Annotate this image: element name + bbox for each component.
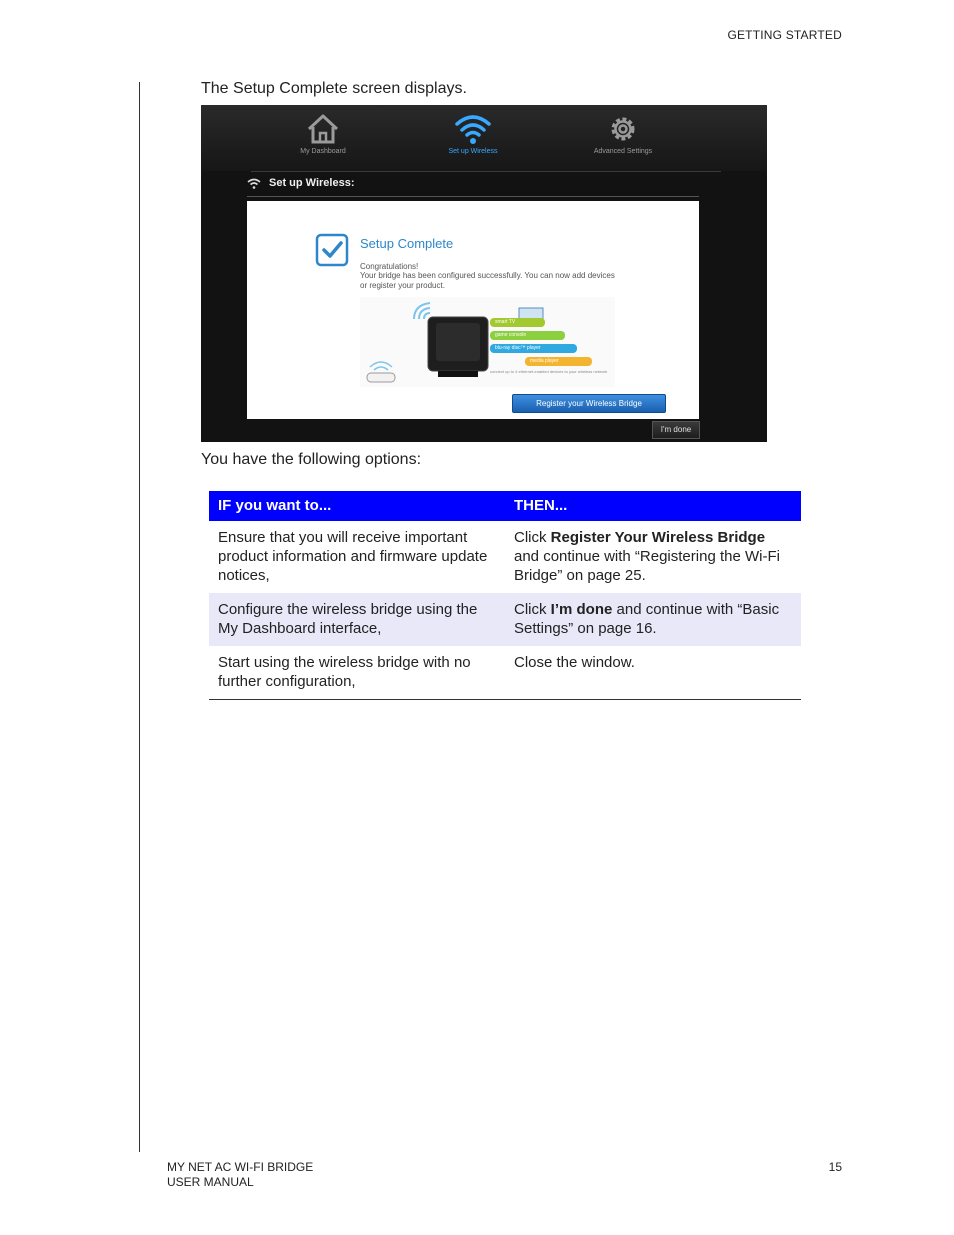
options-table <box>209 491 801 700</box>
table-cell-condition: Ensure that you will receive important product information and firmware update notices, <box>218 529 488 584</box>
nav-item-my-dashboard[interactable] <box>263 113 383 155</box>
header-section-label: GETTING STARTED <box>727 28 842 42</box>
margin-rule <box>139 82 140 1152</box>
table-cell-action <box>505 521 801 593</box>
nav-label-advanced-settings: Advanced Settings <box>593 148 653 155</box>
illus-tag-smart-tv: smart TV <box>490 318 545 327</box>
table-cell-condition: Configure the wireless bridge using the My Dashboard interface, <box>209 593 505 646</box>
nav-band <box>201 105 767 171</box>
illus-tag-media-player: media player <box>525 357 592 366</box>
section-title <box>247 177 354 189</box>
illustration-caption: connect up to 4 ethernet-enabled devices to your wireless network <box>490 369 608 374</box>
nav-item-set-up-wireless[interactable] <box>413 113 533 155</box>
nav-label-set-up-wireless: Set up Wireless <box>448 148 498 155</box>
setup-complete-title: Setup Complete <box>360 236 454 251</box>
home-icon <box>305 113 341 145</box>
action-suffix: and continue with “Registering the Wi-Fi Bridge” on page 25. <box>514 548 780 584</box>
action-bold: I’m done <box>550 601 613 618</box>
table-cell-action <box>505 646 801 700</box>
table-cell-condition: Start using the wireless bridge with no further configuration, <box>209 646 505 700</box>
im-done-button[interactable]: I'm done <box>652 421 700 439</box>
checkmark-icon <box>315 233 349 267</box>
devices-illustration <box>360 297 615 387</box>
router-icon <box>364 357 398 385</box>
congrats-text: Congratulations! <box>360 262 419 271</box>
footer-line-1: MY NET AC WI-FI BRIDGE <box>167 1160 314 1174</box>
setup-complete-screenshot <box>201 105 767 442</box>
options-intro-text: You have the following options: <box>201 451 422 468</box>
intro-text: The Setup Complete screen displays. <box>201 80 467 97</box>
setup-panel <box>247 201 699 419</box>
table-header-then: THEN... <box>505 491 801 521</box>
gear-icon <box>606 113 640 145</box>
nav-item-advanced-settings[interactable] <box>563 113 683 155</box>
section-title-text: Set up Wireless: <box>269 177 355 189</box>
section-rule <box>247 196 699 197</box>
footer-line-2: USER MANUAL <box>167 1175 254 1189</box>
action-suffix: and continue with “Basic Settings” on page 16. <box>514 601 780 637</box>
illus-tag-blu-ray-player: blu-ray disc™ player <box>490 344 577 353</box>
register-wireless-bridge-button[interactable]: Register your Wireless Bridge <box>512 394 666 413</box>
bridge-device-icon <box>426 313 490 379</box>
nav-label-my-dashboard: My Dashboard <box>300 148 346 155</box>
table-row <box>209 646 801 700</box>
wifi-small-icon <box>247 178 261 189</box>
setup-message: Your bridge has been configured successfully. You can now add devices or register your product. <box>360 271 615 290</box>
table-header-row <box>209 491 801 521</box>
footer-product <box>167 1160 313 1190</box>
action-prefix: Close the window. <box>514 654 635 671</box>
action-prefix: Click <box>514 529 551 546</box>
page-number: 15 <box>828 1160 842 1174</box>
illus-tag-game-console: game console <box>490 331 565 340</box>
table-row <box>209 521 801 593</box>
nav-divider <box>251 171 721 172</box>
wifi-icon <box>454 113 492 145</box>
action-bold: Register Your Wireless Bridge <box>550 529 766 546</box>
table-header-if: IF you want to... <box>209 491 505 521</box>
table-cell-action <box>505 593 801 646</box>
table-row <box>209 593 801 646</box>
action-prefix: Click <box>514 601 551 618</box>
